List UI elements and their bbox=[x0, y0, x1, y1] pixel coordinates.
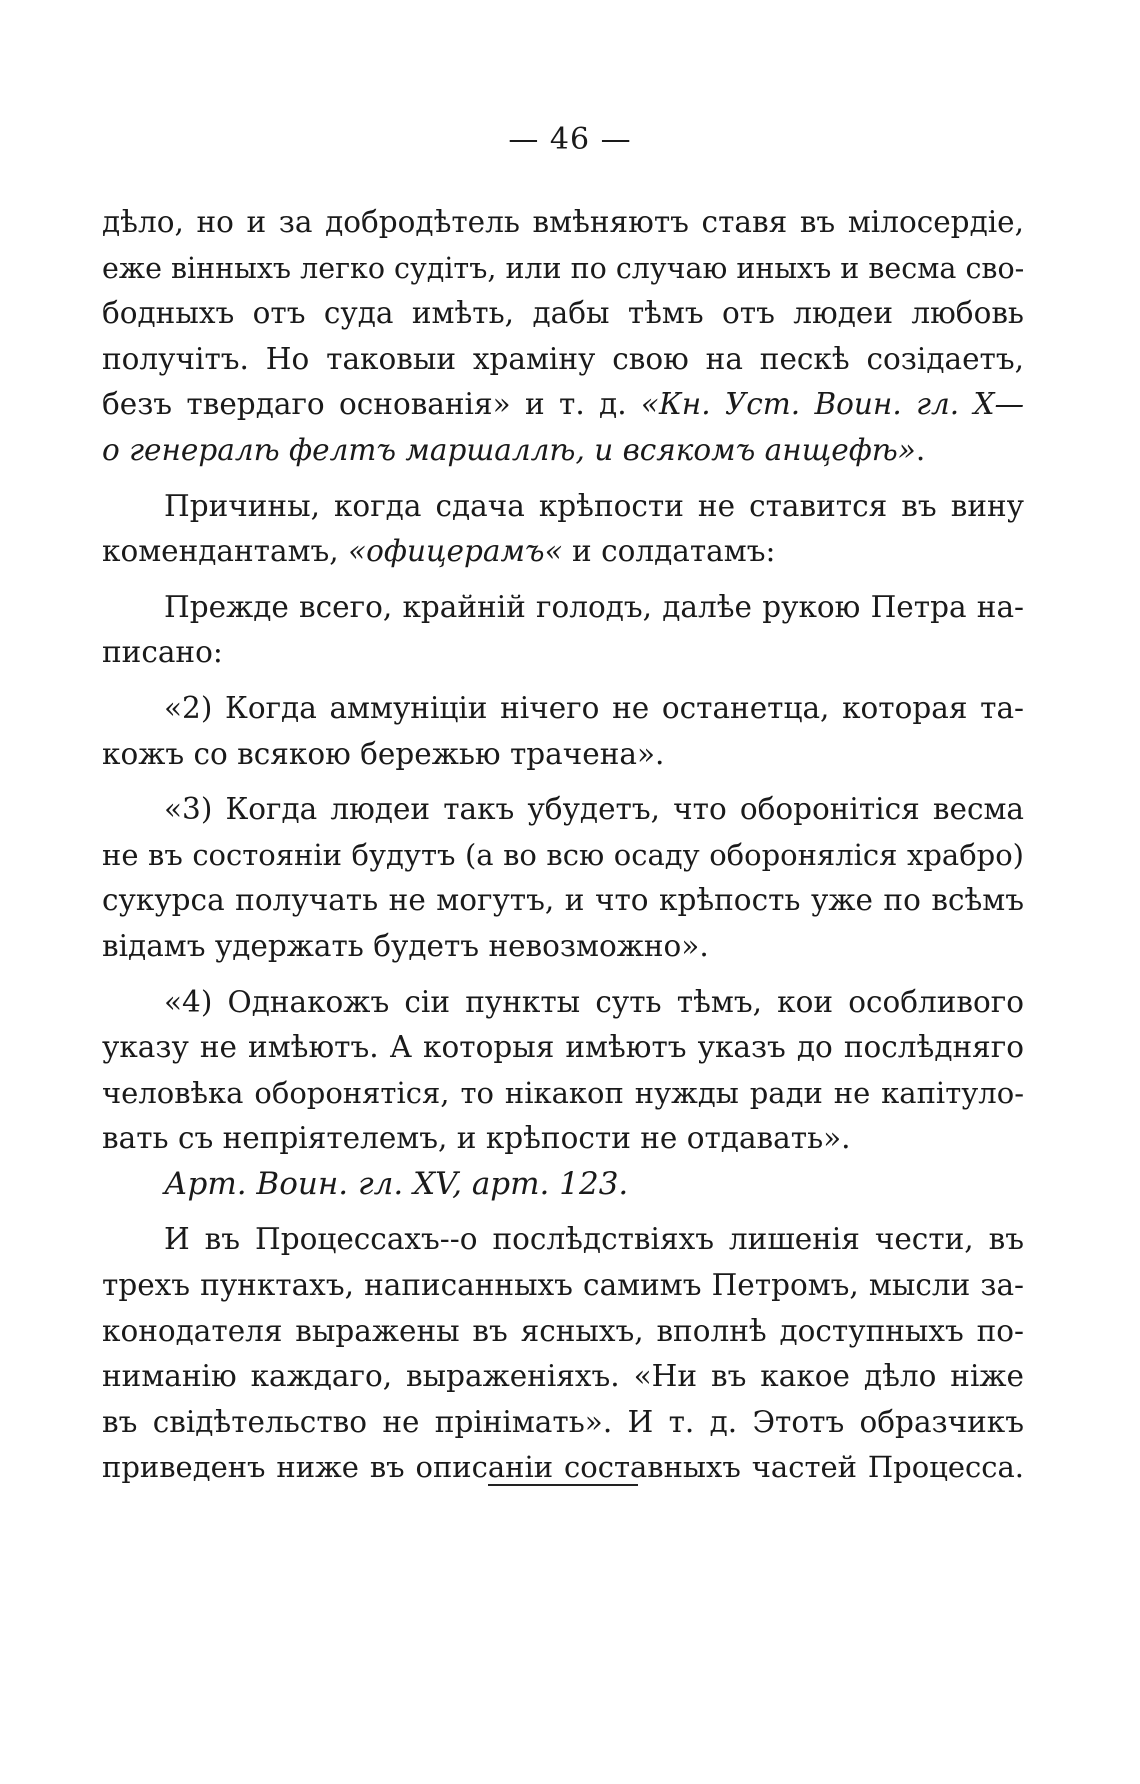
italic-word: «офицерамъ« bbox=[348, 534, 563, 569]
text-line: кожъ со всякою бережью трачена». bbox=[102, 736, 665, 771]
paragraph bbox=[102, 1217, 1024, 1491]
text-fragment: комендантамъ, bbox=[102, 534, 349, 569]
text-line: указу не имѣютъ. А которыя имѣютъ указъ до послѣдняго bbox=[102, 1030, 1024, 1065]
text-line: приведенъ ниже въ описаніи составныхъ частей Процесса. bbox=[102, 1450, 1024, 1485]
page-number: — 46 — bbox=[508, 122, 632, 157]
text-line: получітъ. Но таковыи храміну свою на пескѣ созідаетъ, bbox=[102, 341, 1024, 376]
italic-citation: о генералѣ фелтъ маршаллѣ, и всякомъ анщефѣ» bbox=[102, 432, 916, 467]
body-text bbox=[102, 200, 1024, 1491]
text-line: «2) Когда аммуніціи нічего не останетца, которая та- bbox=[164, 690, 1024, 725]
italic-citation: «Кн. Уст. Воин. гл. Х— bbox=[640, 387, 1024, 422]
text-line: «3) Когда людеи такъ убудетъ, что оборонітіся весма bbox=[164, 792, 1024, 827]
text-line: писано: bbox=[102, 635, 223, 670]
text-line: ниманію каждаго, выраженіяхъ. «Ни въ какое дѣло ніже bbox=[102, 1359, 1024, 1394]
paragraph bbox=[102, 484, 1024, 575]
text-line: трехъ пунктахъ, написанныхъ самимъ Петромъ, мысли за- bbox=[102, 1268, 1024, 1303]
text-fragment: безъ твердаго основанія» и т. д. bbox=[102, 387, 641, 422]
quoted-point bbox=[102, 686, 1024, 777]
text-line: человѣка оборонятіся, то нікакоп нужды ради не капітуло- bbox=[102, 1075, 1024, 1110]
text-line: вать съ непріятелемъ, и крѣпости не отдавать». bbox=[102, 1121, 851, 1156]
quoted-point bbox=[102, 787, 1024, 969]
quoted-point bbox=[102, 980, 1024, 1162]
text-line bbox=[102, 382, 1024, 428]
text-fragment: . bbox=[915, 432, 926, 467]
text-line: Причины, когда сдача крѣпости не ставится въ вину bbox=[164, 488, 1024, 523]
paragraph bbox=[102, 585, 1024, 676]
text-line: дѣло, но и за добродѣтель вмѣняютъ ставя въ мілосердіе, bbox=[102, 205, 1024, 239]
text-line: відамъ удержать будетъ невозможно». bbox=[102, 928, 709, 963]
text-line: въ свідѣтельство не прінімать». И т. д. Этотъ образчикъ bbox=[102, 1404, 1024, 1439]
text-fragment: и солдатамъ: bbox=[562, 534, 776, 569]
paragraph-continuation bbox=[102, 200, 1024, 474]
article-reference: Арт. Воин. гл. XV, арт. 123. bbox=[164, 1165, 629, 1202]
text-line: не въ состояніи будутъ (а во всю осаду обороняліся храбро) bbox=[102, 837, 1024, 872]
text-line: Прежде всего, крайній голодъ, далѣе рукою Петра на- bbox=[164, 589, 1024, 624]
text-line: конодателя выражены въ ясныхъ, вполнѣ доступныхъ по- bbox=[102, 1313, 1024, 1348]
text-line: И въ Процессахъ--о послѣдствіяхъ лишенія чести, въ bbox=[164, 1222, 1024, 1257]
text-line: бодныхъ отъ суда имѣть, дабы тѣмъ отъ людеи любовь bbox=[102, 296, 1024, 331]
text-line: еже вінныхъ легко судітъ, или по случаю иныхъ и весма сво- bbox=[102, 251, 1025, 285]
end-rule bbox=[488, 1484, 638, 1486]
text-line: сукурса получать не могутъ, и что крѣпость уже по всѣмъ bbox=[102, 883, 1024, 918]
text-line bbox=[102, 529, 1024, 575]
text-line bbox=[102, 428, 1024, 474]
text-line: «4) Однакожъ сіи пункты суть тѣмъ, кои особливого bbox=[164, 984, 1024, 1019]
